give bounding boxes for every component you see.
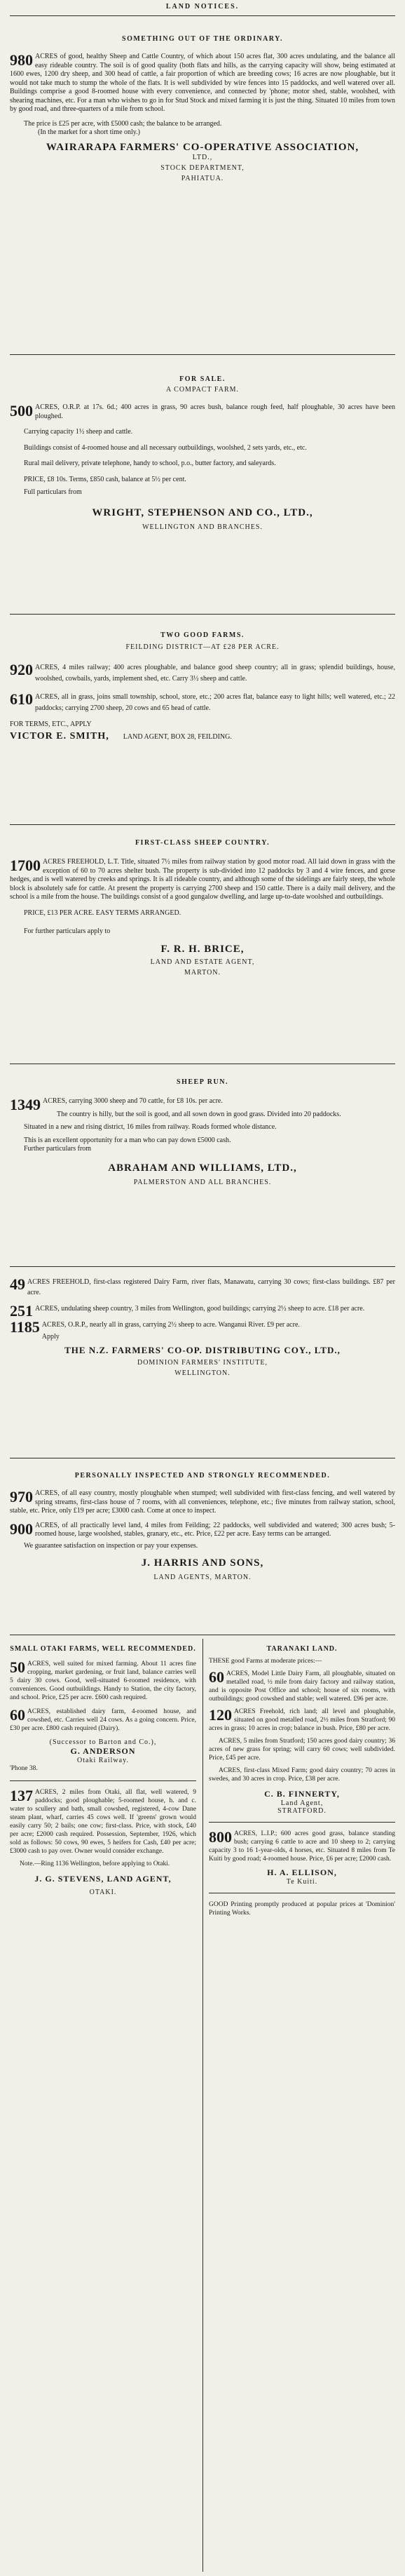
ad-body: 500 ACRES, O.R.P. at 17s. 6d.; 400 acres in grass, 90 acres bush, balance rough feed, half ploughable, 30 acres have been ploughed. [10,402,395,420]
farm-a: 920 ACRES, 4 miles railway; 400 acres ploughable, and balance good sheep country; all in grass; splendid buildings, house, woolshed, cowbails, yards, implement shed, etc. Carry 3½ sheep and cattle. [10,661,395,683]
ad-particulars: For further particulars apply to [24,927,111,935]
acreage-number: 50 [10,1658,25,1676]
divider [10,354,395,355]
ad-particulars: Full particulars from [24,488,82,496]
agent-row [10,720,395,728]
ad-heading: SHEEP RUN. [177,1078,228,1086]
agent-town: Otaki Railway. [77,1757,129,1764]
ad-abraham [10,1078,395,1186]
acreage-number: 60 [209,1668,224,1686]
agent-town: OTAKI. [89,1888,117,1896]
apply-text: Apply [41,1333,60,1341]
acreage-number: 251 [10,1302,33,1320]
agent-firm: J. HARRIS AND SONS, [141,1557,264,1569]
farm-b: 610 ACRES, all in grass, joins small township, school, store, etc.; 200 acres flat, balance easy to light hills; well watered, etc.; 22 paddocks; carrying 2700 sheep, 20 cows and 65 head of cattle. [10,690,395,712]
agent-name: C. B. FINNERTY, [264,1789,340,1799]
ad-heading: PERSONALLY INSPECTED AND STRONGLY RECOMMENDED. [74,1472,331,1480]
ad-p5: Further particulars from [24,1145,92,1153]
printing-text: GOOD Printing promptly produced at popular prices at 'Dominion' Printing Works. [209,1901,395,1917]
ad-printing [209,1900,395,1917]
ad-heading: FIRST-CLASS SHEEP COUNTRY. [135,839,270,847]
agent-line [10,731,395,742]
farm-c: 1185 ACRES, O.R.P., nearly all in grass, carrying 2½ sheep to acre. Wanganui River. £9 per acre. [10,1318,300,1336]
ad-heading: SOMETHING OUT OF THE ORDINARY. [122,35,283,43]
agent-firm: J. G. STEVENS, LAND AGENT, [34,1873,172,1884]
ad-price: The price is £25 per acre, with £5000 cash; the balance to be arranged. [24,119,222,128]
ad-heading: TARANAKI LAND. [266,1645,338,1653]
acreage-number: 1700 [10,857,41,874]
acreage-number: 1349 [10,1096,41,1113]
ad-price: PRICE, £13 PER ACRE. EASY TERMS ARRANGED. [24,908,181,917]
ad-brice [10,839,395,977]
agent-name: VICTOR E. SMITH, [10,731,109,742]
ad-smith [10,631,395,742]
divider [10,824,395,825]
agent-name: G. ANDERSON [70,1746,136,1756]
divider [10,15,395,16]
ad-intro: THESE good Farms at moderate prices:— [209,1658,322,1665]
ad-body: 1349 ACRES, carrying 3000 sheep and 70 cattle, for £8 10s. per acre. [10,1096,223,1113]
ad-otaki [10,1645,196,1773]
acreage-number: 49 [10,1275,25,1293]
farm-b: 900 ACRES, of all practically level land, 4 miles from Feilding; 22 paddocks, well subdivided and watered; 300 acres bush; 5-roomed house, large woolshed, stables, granary, etc., etc. Price, £22 per acre. Easy terms can be arranged. [10,1520,395,1538]
ad-district: FEILDING DISTRICT—AT £28 PER ACRE. [125,643,280,651]
ad-wairarapa [10,35,395,182]
ad-heading: SMALL OTAKI FARMS, WELL RECOMMENDED. [10,1645,196,1653]
acreage-number: 610 [10,690,33,708]
ad-ellison [209,1830,395,1886]
agent-phone: 'Phone 38. [10,1765,38,1772]
column-divider [202,1639,203,2572]
divider [209,1822,395,1823]
farm-a: 49 ACRES FREEHOLD, first-class registered Dairy Farm, river flats, Manawatu, carrying 30 cows; first-class buildings. £87 per acre. [10,1275,395,1296]
agent-successor: (Successor to Barton and Co.), [49,1738,157,1746]
left-column [10,1645,196,1896]
ad-delivery: Rural mail delivery, private telephone, handy to school, p.o., butter factory, and saleyards. [24,459,276,467]
agent-town: Te Kuiti. [286,1878,318,1886]
acreage-number: 120 [209,1706,232,1724]
agent-tail: Land Agent, [280,1799,324,1807]
farm-a: 50 ACRES, well suited for mixed farming. About 11 acres fine cropping, market gardening, or fruit land, balance carries well 5 dairy 30 cows. Good, well-situated 6-roomed residence, with conveniences. Good outbuildings. Handy to Station, the city factory, and school. Price, £25 per acre. £600 cash required. [10,1658,196,1701]
farm-d: ACRES, 5 miles from Stratford; 150 acres good dairy country; 36 acres of new grass for spring; will carry 60 cows; well subdivided. Price, £45 per acre. [209,1738,395,1762]
ad-buildings: Buildings consist of 4-roomed house and all necessary outbuildings, woolshed, 2 sets yards, etc., etc. [24,443,307,452]
farm-c: 120 ACRES Freehold, rich land; all level and ploughable, situated on good metalled road, 2½ miles from Stratford; 90 acres in grass; 10 acres in crop; balance in bush. Price, £80 per acre. [209,1706,395,1732]
divider [10,614,395,615]
acreage-number: 500 [10,402,33,420]
agent-dept: DOMINION FARMERS' INSTITUTE, [137,1358,268,1367]
agent-firm: WRIGHT, STEPHENSON AND CO., LTD., [92,507,313,518]
agent-firm: THE N.Z. FARMERS' CO-OP. DISTRIBUTING COY., LTD., [64,1344,341,1355]
agent-town: PAHIATUA. [181,174,224,182]
ad-note: (In the market for a short time only.) [38,128,140,136]
acreage-number: 970 [10,1488,33,1505]
acreage-number: 137 [10,1786,33,1804]
agent-dept: STOCK DEPARTMENT, [160,163,245,172]
agent-firm: ABRAHAM AND WILLIAMS, LTD., [108,1162,297,1174]
acreage-number: 60 [10,1706,25,1724]
farm-a: 970 ACRES, of all easy country, mostly ploughable when stumped; well subdivided with first-class fencing, and well watered by spring streams, first-class house of 7 rooms, with all conveniences, telephone, etc.; five minutes from railway station, school, stable, etc. Price, only £19 per acre; £3000 cash. Come at once to inspect. [10,1488,395,1515]
acreage-number: 1185 [10,1318,40,1336]
ad-subheading: A COMPACT FARM. [165,386,240,394]
ad-body: 800 ACRES, L.I.P.; 600 acres good grass, balance standing bush; carrying 6 cattle to acre and 10 sheep to 2; carrying capacity 3 to 16 1-year-olds, 4 horses, etc. Situated 8 miles from Te Kuiti by good road; 4-roomed house. Price, £6 per acre; £2000 cash. [209,1828,395,1863]
farm-e: ACRES, first-class Mixed Farm; good dairy country; 70 acres in swedes, and 30 acres in crop. Price, £38 per acre. [209,1767,395,1783]
agent-firm: WAIRARAPA FARMERS' CO-OPERATIVE ASSOCIATION, [46,141,359,153]
farm-b: 251 ACRES, undulating sheep country, 3 miles from Wellington, good buildings; carrying 2½ sheep to acre. £18 per acre. [10,1302,365,1320]
right-column [209,1645,395,1917]
ad-carrying: Carrying capacity 1½ sheep and cattle. [24,428,133,436]
divider [10,1780,196,1781]
farm-c: 137 ACRES, 2 miles from Otaki, all flat, well watered, 9 paddocks; good ploughable; 5-roomed house, h. and c. water to scullery and bath, small cowshed, registered, 4-cow Dane steam plant, wharf, carries 45 cows well. If 'greens' grown would easily carry 50; 2 bails; one cow; first-class. Price, with stock, £40 per acre; £2000 cash required. Possession, September, 1926, which sold as follows: 50 cows, 90 ewes, 5 heifers for Cash, £40 per acre; £3000 cash to pay over. Owner would consider exchange. [10,1786,196,1855]
ad-body: 1700 ACRES FREEHOLD, L.T. Title, situated 7½ miles from railway station by good motor road. All laid down in grass with the exception of 60 to 70 acres shelter bush. The property is sub-divided into 12 paddocks by 3 and 4 wire fences, and gorse hedges, and is well watered by creeks and springs. It is all rideable country, and although some of the sidelings are fairly steep, the whole block is absolutely safe for cattle. At present the property is carrying 2700 sheep and 150 cattle. There is a daily mail delivery, and the school is a mile from the house. The buildings consist of a good gungalow dwelling, and large up-to-date woolshed and outbuildings. [10,857,395,901]
ad-note: Note.—Ring 1136 Wellington, before applying to Otaki. [20,1860,170,1867]
ad-nzfarmers [10,1277,395,1377]
ad-finnerty [209,1645,395,1815]
agent-branches: PALMERSTON AND ALL BRANCHES. [133,1178,272,1186]
page-title: LAND NOTICES. [165,3,240,11]
acreage-number: 980 [10,51,33,69]
ad-heading: FOR SALE. [179,375,226,383]
section-header [10,3,395,11]
terms-text: FOR TERMS, ETC., APPLY [10,720,92,728]
acreage-number: 800 [209,1828,232,1846]
ad-price: PRICE, £8 10s. Terms, £850 cash, balance at 5½ per cent. [24,475,186,483]
agent-town: LAND AGENTS, MARTON. [153,1574,252,1581]
agent-town: STRATFORD. [277,1807,327,1815]
ad-wright [10,375,395,531]
ad-heading: TWO GOOD FARMS. [160,631,245,639]
ad-harris [10,1472,395,1581]
agent-town: WELLINGTON. [174,1369,231,1377]
ad-body: 980 ACRES of good, healthy Sheep and Cattle Country, of which about 150 acres flat, 300 acres undulating, and the balance all easy rideable country. The soil is of good quality (both flats and hills, as the carrying capacity will show, being estimated at 1600 ewes, 1200 dry sheep, and 300 head of cattle, a fair proportion of which are breeding cows; 16 acres are now ploughable, but it would not take much to stump the whole of the flats. It is well subdivided by wire fences into 15 paddocks, and well watered over all. Buildings comprise a good 8-roomed house with every convenience, and connected by 'phone; motor shed, stable, woolshed, with shearing machines, etc. For a man who wishes to go in for Stud Stock and mixed farming it is just the thing. Situated 10 miles from town by good road, and three-quarters of a mile from school. [10,51,395,113]
ad-guarantee: We guarantee satisfaction on inspection or pay your expenses. [24,1541,198,1550]
agent-ltd: LTD., [192,153,213,161]
ad-p3: Situated in a new and rising district, 16 miles from railway. Roads formed whole distance. [24,1123,277,1131]
agent-firm: F. R. H. BRICE, [160,943,245,955]
acreage-number: 920 [10,661,33,678]
ad-p4: This is an excellent opportunity for a man who can pay down £5000 cash. [24,1136,231,1144]
farm-b: 60 ACRES, established dairy farm, 4-roomed house, and cowshed, etc. Carries well 24 cows. As a going concern. Price, £30 per acre. £800 cash required (Dairy). [10,1706,196,1732]
acreage-number: 900 [10,1520,33,1538]
agent-town: MARTON. [184,968,221,977]
agent-branches: WELLINGTON AND BRANCHES. [142,523,263,531]
agent-name: H. A. ELLISON, [267,1867,337,1877]
agent-tail: LAND AND ESTATE AGENT, [150,958,255,966]
ad-p2: The country is hilly, but the soil is good, and all sown down in good grass. Divided into 20 paddocks. [57,1110,341,1118]
farm-b: 60 ACRES, Model Little Dairy Farm, all ploughable, situated on metalled road, ½ mile from dairy factory and railway station, and is opposite Post Office and school; house of six rooms, with outbuildings; good cowshed and stable; well watered. £96 per acre. [209,1668,395,1703]
ad-stevens [10,1788,196,1896]
divider [10,1266,395,1267]
agent-tail: LAND AGENT, BOX 28, FEILDING. [123,733,232,741]
